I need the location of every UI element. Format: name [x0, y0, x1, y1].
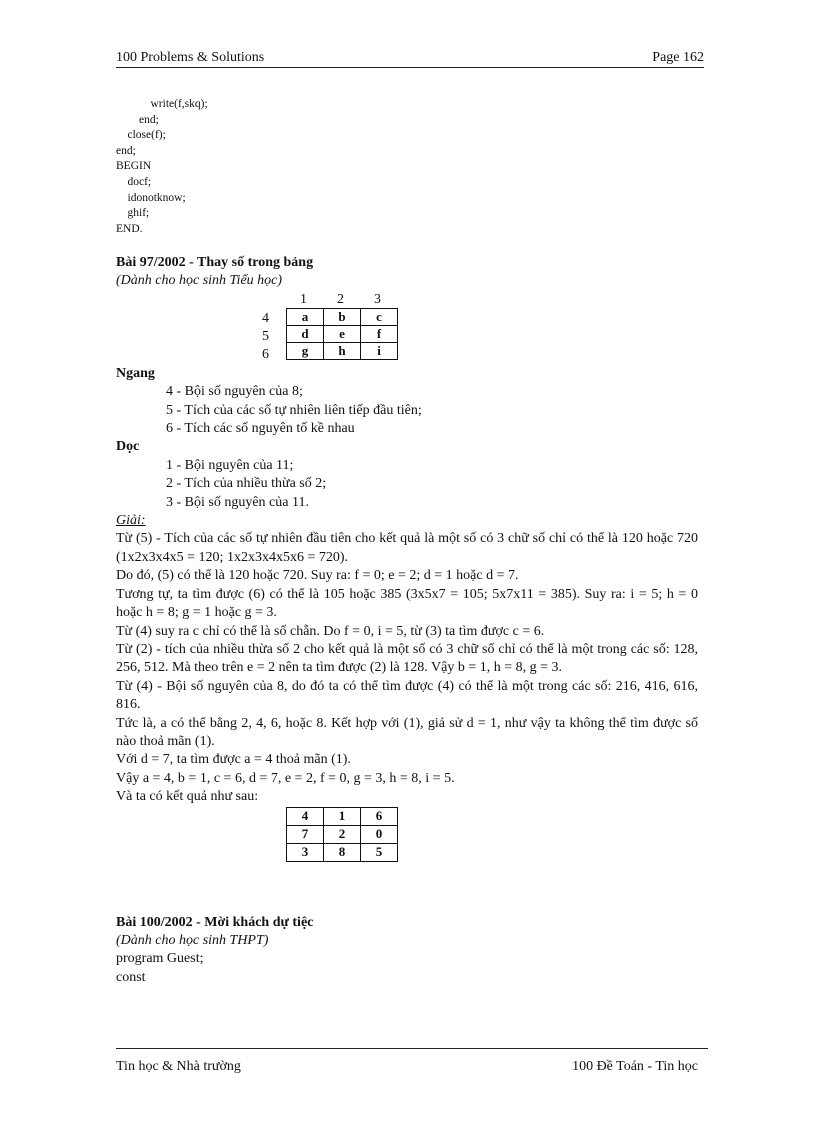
code-line: const [116, 969, 146, 985]
grid-cell: c [361, 308, 398, 325]
code-line: docf; [116, 175, 152, 188]
code-line: BEGIN [116, 160, 152, 173]
grid-cell: e [324, 325, 361, 342]
doc-item: 1 - Bội nguyên của 11; [166, 457, 294, 473]
footer-left: Tin học & Nhà trường [116, 1059, 241, 1074]
code-line: end; [116, 113, 159, 126]
code-line: close(f); [116, 129, 166, 142]
solution-paragraph: Từ (4) - Bội số nguyên của 8, do đó ta có thể tìm được (4) có thể là một trong các số: 216, 416, 616, 816. [116, 678, 698, 713]
result-cell: 3 [287, 843, 324, 861]
doc-heading: Dọc [116, 439, 140, 455]
solution-paragraph: Với d = 7, ta tìm được a = 4 thoả mãn (1). [116, 752, 351, 768]
result-cell: 4 [287, 807, 324, 825]
column-number: 1 [300, 291, 307, 307]
table-row [287, 807, 398, 825]
grid-cell: d [287, 325, 324, 342]
solution-paragraph: Tức là, a có thể bằng 2, 4, 6, hoặc 8. Kết hợp với (1), giả sử d = 1, như vậy ta không thể tìm được số nào thoả mãn (1). [116, 715, 698, 749]
table-row [287, 342, 398, 359]
solution-paragraph: Do đó, (5) có thể là 120 hoặc 720. Suy ra: f = 0; e = 2; d = 1 hoặc d = 7. [116, 568, 519, 584]
ngang-item: 5 - Tích của các số tự nhiên liên tiếp đầu tiên; [166, 402, 422, 418]
table-row [287, 843, 398, 861]
problem97-subtitle: (Dành cho học sinh Tiểu học) [116, 273, 283, 289]
result-cell: 1 [324, 807, 361, 825]
solution-paragraph: Từ (4) suy ra c chỉ có thể là số chẵn. Do f = 0, i = 5, từ (3) ta tìm được c = 6. [116, 623, 545, 639]
grid-cell: i [361, 342, 398, 359]
code-line: end; [116, 144, 136, 157]
code-line: write(f,skq); [116, 98, 208, 110]
row-number: 6 [262, 346, 269, 362]
problem100-subtitle: (Dành cho học sinh THPT) [116, 932, 269, 948]
row-number: 4 [262, 310, 269, 326]
row-number: 5 [262, 328, 269, 344]
footer-right: 100 Đề Toán - Tin học [572, 1059, 698, 1074]
result-cell: 8 [324, 843, 361, 861]
code-line: END. [116, 222, 143, 235]
result-cell: 0 [361, 825, 398, 843]
table-row [287, 308, 398, 325]
table-row [287, 825, 398, 843]
result-cell: 5 [361, 843, 398, 861]
grid-cell: b [324, 308, 361, 325]
result-cell: 6 [361, 807, 398, 825]
grid-cell: a [287, 308, 324, 325]
ngang-item: 4 - Bội số nguyên của 8; [166, 384, 303, 400]
solution-paragraph: Tương tự, ta tìm được (6) có thể là 105 hoặc 385 (3x5x7 = 105; 5x7x11 = 385). Suy ra: i = 5; h = 0 hoặc h = 8; g = 1 hoặc g = 3. [116, 586, 698, 621]
page-footer [116, 1048, 708, 1075]
problem100-title: Bài 100/2002 - Mời khách dự tiệc [116, 914, 314, 930]
ngang-item: 6 - Tích các số nguyên tố kề nhau [166, 421, 355, 437]
result-grid [286, 807, 398, 862]
column-number: 2 [337, 291, 344, 307]
grid-cell: g [287, 342, 324, 359]
code-block-top [116, 97, 208, 237]
puzzle-grid [286, 308, 398, 360]
solution-paragraph: Từ (2) - tích của nhiều thừa số 2 cho kết quả là một số có 3 chữ số chỉ có thể là một trong các số: 128, 256, 512. Mà theo trên e = 2 nên ta tìm được (2) là 128. Vậy b = 1, h = 8, g = 3. [116, 641, 698, 676]
page-header [116, 50, 704, 68]
solution-paragraph: Và ta có kết quả như sau: [116, 789, 259, 805]
problem97-title: Bài 97/2002 - Thay số trong bảng [116, 255, 314, 270]
header-page-number: Page 162 [652, 50, 704, 65]
main-content [116, 254, 698, 987]
result-cell: 7 [287, 825, 324, 843]
column-number: 3 [374, 291, 381, 307]
doc-item: 2 - Tích của nhiều thừa số 2; [166, 476, 327, 492]
solution-heading: Giải: [116, 513, 146, 529]
spacer [116, 862, 698, 914]
header-title: 100 Problems & Solutions [116, 50, 265, 65]
code-line: program Guest; [116, 951, 204, 967]
solution-paragraph: Từ (5) - Tích của các số tự nhiên đầu tiên cho kết quả là một số có 3 chữ số chỉ có thể là 120 hoặc 720 (1x2x3x4x5 = 120; 1x2x3x4x5x6 = 720). [116, 531, 698, 565]
result-cell: 2 [324, 825, 361, 843]
code-line: idonotknow; [116, 191, 186, 204]
code-line: ghif; [116, 207, 150, 220]
puzzle-grid-area [116, 291, 698, 365]
grid-cell: h [324, 342, 361, 359]
solution-paragraph: Vậy a = 4, b = 1, c = 6, d = 7, e = 2, f = 0, g = 3, h = 8, i = 5. [116, 770, 455, 786]
ngang-heading: Ngang [116, 365, 155, 381]
table-row [287, 325, 398, 342]
grid-cell: f [361, 325, 398, 342]
doc-item: 3 - Bội số nguyên của 11. [166, 494, 309, 510]
